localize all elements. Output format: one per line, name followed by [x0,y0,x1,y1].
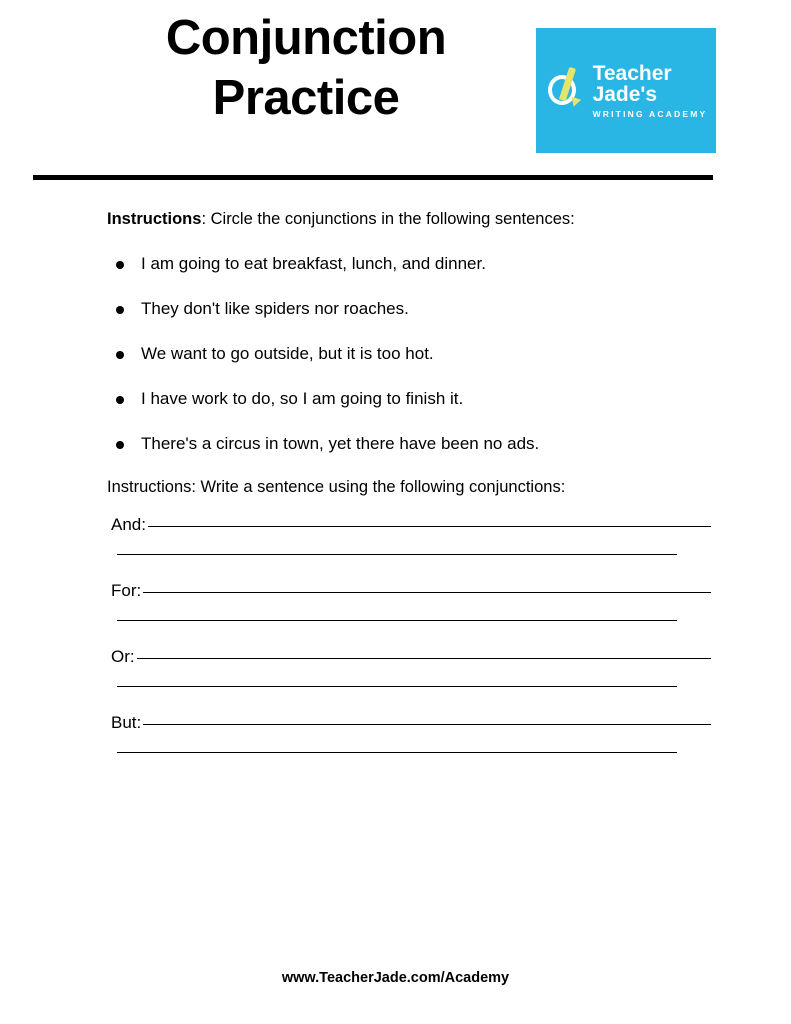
page-title-line-2: Practice [212,70,400,125]
instructions-circle-lead: Instructions [107,210,202,228]
answer-row-or [107,647,711,667]
answer-row-but [107,713,711,733]
list-item: They don't like spiders nor roaches. [107,298,711,321]
page-title-line-1: Conjunction [165,11,447,65]
answer-line-and-2[interactable] [117,553,677,555]
answer-line-or-2[interactable] [117,685,677,687]
answer-line-for[interactable] [143,591,711,593]
list-item: There's a circus in town, yet there have been no ads. [107,433,711,456]
brand-logo [536,28,716,153]
header-divider [33,175,713,180]
sentence-list [107,253,711,456]
answer-area [107,515,711,753]
instructions-write-lead: Instructions [107,477,192,496]
answer-row-and [107,515,711,535]
instructions-circle [107,208,711,231]
answer-label-and: And: [111,514,146,534]
brand-logo-inner [536,28,716,153]
brand-name-line-2: Jade's [592,82,658,106]
list-item: We want to go outside, but it is too hot. [107,343,711,366]
answer-line-or[interactable] [137,657,711,659]
answer-label-but: But: [111,712,142,732]
answer-label-for: For: [111,580,142,600]
list-item: I am going to eat breakfast, lunch, and dinner. [107,253,711,276]
list-item: I have work to do, so I am going to finish it. [107,388,711,411]
instructions-write [107,478,711,497]
instructions-write-text: : Write a sentence using the following conjunctions: [191,477,566,496]
answer-line-but-2[interactable] [117,751,677,753]
page-footer: www.TeacherJade.com/Academy [281,970,510,986]
worksheet-content [0,208,791,753]
answer-line-for-2[interactable] [117,619,677,621]
page-header [0,0,791,153]
pen-circle-icon [545,67,585,115]
answer-row-for [107,581,711,601]
instructions-circle-text: : Circle the conjunctions in the following sentences: [201,210,575,228]
answer-label-or: Or: [111,646,135,666]
answer-line-but[interactable] [143,723,711,725]
page-title [96,10,516,128]
answer-line-and[interactable] [148,525,711,527]
brand-tagline: WRITING ACADEMY [592,108,708,119]
brand-name-line-1: Teacher [592,61,672,85]
brand-logo-text [593,63,708,119]
